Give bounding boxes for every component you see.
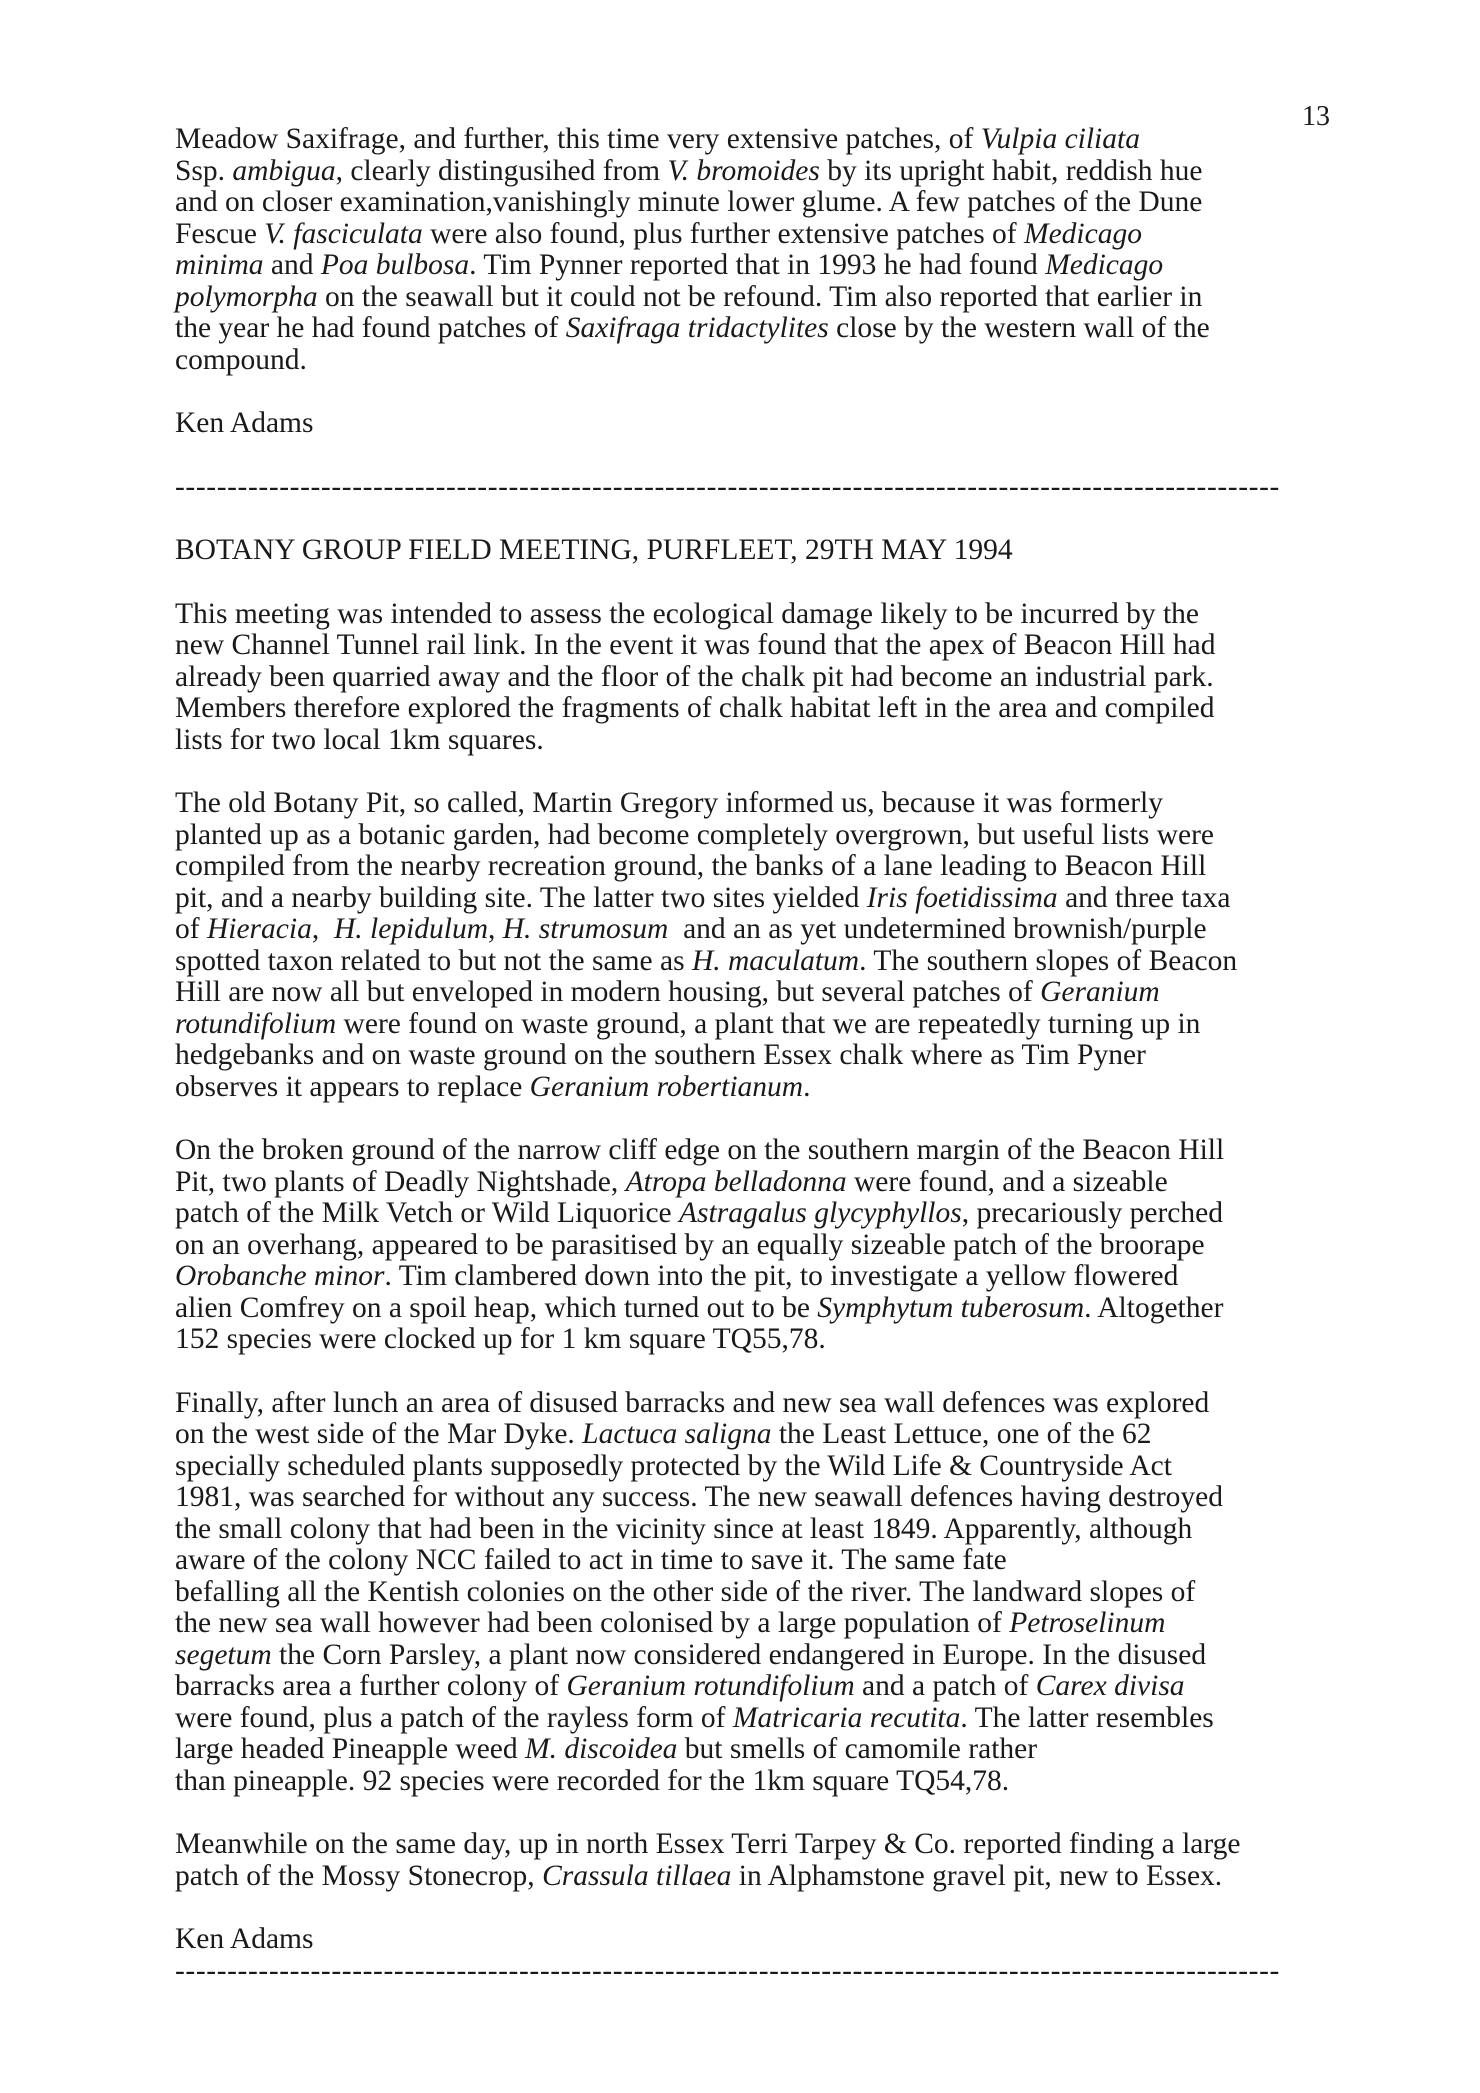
section-divider: ---------------------------------------------------------------------------------------------------------- <box>175 1955 1280 1987</box>
text-line: lists for two local 1km squares. <box>175 723 544 756</box>
text-run: and <box>263 249 321 281</box>
text-run: the Corn Parsley, a plant now considered endangered in Europe. In the disused <box>271 1638 1207 1671</box>
species-name: Geranium <box>1040 976 1160 1008</box>
text-line: compound. <box>175 343 307 376</box>
text-line: 152 species were clocked up for 1 km square TQ55,78. <box>175 1323 826 1355</box>
text-run: and three taxa <box>1057 881 1231 914</box>
section-divider: ---------------------------------------------------------------------------------------------------------- <box>175 471 1280 503</box>
text-run: the year he had found patches of <box>175 312 566 344</box>
text-run: , precariously perched <box>961 1197 1223 1229</box>
text-run: in Alphamstone gravel pit, new to Essex. <box>731 1859 1223 1892</box>
species-name: Geranium robertianum <box>529 1070 804 1103</box>
species-name: Astragalus glycyphyllos <box>679 1197 962 1229</box>
paragraph-gap <box>175 567 1345 599</box>
species-name: Medicago <box>1024 217 1142 250</box>
text-line <box>175 1608 1345 1640</box>
text-run: on the west side of the Mar Dyke. <box>175 1418 583 1450</box>
text-line: than pineapple. 92 species were recorded for the 1km square TQ54,78. <box>175 1764 1010 1797</box>
text-run: barracks area a further colony of <box>175 1670 567 1702</box>
text-line <box>175 946 1345 978</box>
text-line <box>175 1703 1345 1735</box>
text-line: the small colony that had been in the vicinity since at least 1849. Apparently, although <box>175 1512 1193 1545</box>
species-name: Geranium rotundifolium <box>566 1670 855 1702</box>
text-run: pit, and a nearby building site. The latter two sites yielded <box>175 881 867 914</box>
text-run: on the seawall but it could not be refound. Tim also reported that earlier in <box>317 280 1203 313</box>
section-heading: BOTANY GROUP FIELD MEETING, PURFLEET, 29TH MAY 1994 <box>175 534 1013 566</box>
paragraph <box>175 1135 1345 1356</box>
paragraph <box>175 788 1345 1103</box>
text-run: Hill are now all but enveloped in modern housing, but several patches of <box>175 976 1041 1008</box>
text-line: On the broken ground of the narrow cliff edge on the southern margin of the Beacon Hill <box>175 1134 1225 1166</box>
text-line: Members therefore explored the fragments of chalk habitat left in the area and compiled <box>175 692 1215 724</box>
text-run: by its upright habit, reddish hue <box>819 154 1203 187</box>
text-line <box>175 1198 1345 1230</box>
text-line <box>175 1167 1345 1199</box>
species-name: H. lepidulum <box>333 913 488 945</box>
text-run: and an as yet undetermined brownish/purple <box>668 913 1207 945</box>
text-line: aware of the colony NCC failed to act in time to save it. The same fate <box>175 1544 1007 1576</box>
paragraph-gap <box>175 1103 1345 1135</box>
author-signature: Ken Adams <box>175 407 314 439</box>
paragraph <box>175 1388 1345 1798</box>
text-run: . Tim clambered down into the pit, to investigate a yellow flowered <box>384 1260 1179 1292</box>
intro-paragraph <box>175 124 1345 376</box>
text-run: the Least Lettuce, one of the 62 <box>771 1418 1152 1450</box>
text-run: , <box>488 913 503 945</box>
text-run: but smells of camomile rather <box>677 1733 1038 1765</box>
text-line <box>175 1640 1345 1672</box>
text-run: patch of the Milk Vetch or Wild Liquorice <box>175 1197 680 1229</box>
text-run: , <box>311 913 334 945</box>
species-name: Crassula tillaea <box>542 1859 732 1892</box>
text-run: close by the western wall of the <box>828 312 1210 344</box>
text-line: new Channel Tunnel rail link. In the event it was found that the apex of Beacon Hill had <box>175 629 1216 661</box>
text-line <box>175 219 1345 251</box>
text-line <box>175 1671 1345 1703</box>
text-line <box>175 883 1345 915</box>
species-name: Petroselinum <box>1009 1607 1166 1639</box>
text-run: . Altogether <box>1084 1291 1224 1324</box>
text-line <box>175 250 1345 282</box>
text-line <box>175 1734 1345 1766</box>
text-line: specially scheduled plants supposedly protected by the Wild Life & Countryside Act <box>175 1449 1172 1482</box>
species-name: Atropa belladonna <box>625 1165 847 1198</box>
text-line: befalling all the Kentish colonies on the other side of the river. The landward slopes of <box>175 1575 1196 1608</box>
text-line <box>175 914 1345 946</box>
text-run: Ssp. <box>175 154 233 187</box>
species-name: rotundifolium <box>175 1007 337 1040</box>
text-run: . <box>803 1070 811 1103</box>
species-name: H. maculatum <box>691 944 860 977</box>
paragraph <box>175 599 1345 757</box>
species-name: Vulpia ciliata <box>980 123 1140 155</box>
text-run: Pit, two plants of Deadly Nightshade, <box>175 1165 626 1198</box>
text-line <box>175 1861 1345 1893</box>
species-name: Poa bulbosa <box>320 249 470 281</box>
text-run: . Tim Pynner reported that in 1993 he had found <box>469 249 1046 281</box>
species-name: Symphytum tuberosum <box>817 1291 1085 1324</box>
page-number: 13 <box>1302 101 1330 132</box>
text-line: The old Botany Pit, so called, Martin Gregory informed us, because it was formerly <box>175 787 1164 819</box>
species-name: segetum <box>175 1638 272 1671</box>
text-line <box>175 977 1345 1009</box>
species-name: Orobanche minor <box>175 1260 385 1292</box>
paragraph-gap <box>175 376 1345 408</box>
text-line <box>175 1009 1345 1041</box>
paragraph-gap <box>175 1892 1345 1924</box>
paragraph-gap <box>175 503 1345 535</box>
text-line <box>175 282 1345 314</box>
text-line <box>175 1072 1345 1104</box>
species-name: Matricaria recutita <box>732 1701 961 1734</box>
text-run: alien Comfrey on a spoil heap, which turned out to be <box>175 1291 818 1324</box>
text-line: planted up as a botanic garden, had become completely overgrown, but useful lists were <box>175 818 1215 851</box>
text-line: already been quarried away and the floor of the chalk pit had become an industrial park. <box>175 660 1214 693</box>
text-line: compiled from the nearby recreation ground, the banks of a lane leading to Beacon Hill <box>175 850 1207 882</box>
text-line <box>175 1261 1345 1293</box>
text-run: were found, plus a patch of the rayless form of <box>175 1701 733 1734</box>
text-line: hedgebanks and on waste ground on the southern Essex chalk where as Tim Pyner <box>175 1039 1146 1071</box>
author-signature: Ken Adams <box>175 1923 314 1955</box>
text-line <box>175 156 1345 188</box>
species-name: Lactuca saligna <box>582 1418 772 1450</box>
paragraph-gap <box>175 440 1345 472</box>
page-content <box>175 124 1345 1987</box>
text-line: Finally, after lunch an area of disused barracks and new sea wall defences was explored <box>175 1386 1210 1419</box>
species-name: Hieracia <box>206 913 312 945</box>
text-line <box>175 313 1345 345</box>
text-run: and a patch of <box>854 1670 1036 1702</box>
paragraph-gap <box>175 1797 1345 1829</box>
text-run: large headed Pineapple weed <box>175 1733 526 1765</box>
paragraph <box>175 1829 1345 1892</box>
text-run: were also found, plus further extensive patches of <box>422 217 1024 250</box>
species-name: minima <box>175 249 264 281</box>
text-run: . The latter resembles <box>960 1701 1214 1734</box>
species-name: polymorpha <box>175 280 318 313</box>
text-run: . The southern slopes of Beacon <box>859 944 1238 977</box>
text-line: 1981, was searched for without any success. The new seawall defences having destroyed <box>175 1481 1223 1513</box>
text-line: Meanwhile on the same day, up in north Essex Terri Tarpey & Co. reported finding a large <box>175 1828 1241 1860</box>
text-run: were found, and a sizeable <box>846 1165 1168 1198</box>
text-run: spotted taxon related to but not the same as <box>175 944 692 977</box>
text-line <box>175 1293 1345 1325</box>
paragraph-gap <box>175 1356 1345 1388</box>
text-run: patch of the Mossy Stonecrop, <box>175 1859 543 1892</box>
species-name: ambigua <box>232 154 336 187</box>
text-run: Fescue <box>175 217 265 250</box>
species-name: V. bromoides <box>667 154 820 187</box>
species-name: Medicago <box>1045 249 1164 281</box>
text-run: observes it appears to replace <box>175 1070 530 1103</box>
text-line <box>175 124 1345 156</box>
species-name: Saxifraga tridactylites <box>565 312 829 344</box>
species-name: M. discoidea <box>525 1733 678 1765</box>
text-run: , clearly distingusihed from <box>335 154 668 187</box>
text-run: Meadow Saxifrage, and further, this time very extensive patches, of <box>175 123 981 155</box>
text-line: and on closer examination,vanishingly minute lower glume. A few patches of the Dune <box>175 186 1203 218</box>
text-run: of <box>175 913 207 945</box>
text-line <box>175 1419 1345 1451</box>
species-name: Iris foetidissima <box>866 881 1058 914</box>
text-line: on an overhang, appeared to be parasitised by an equally sizeable patch of the broorape <box>175 1228 1205 1261</box>
species-name: Carex divisa <box>1035 1670 1185 1702</box>
species-name: V. fasciculata <box>264 217 423 250</box>
text-run: the new sea wall however had been colonised by a large population of <box>175 1607 1010 1639</box>
species-name: H. strumosum <box>502 913 669 945</box>
text-run: were found on waste ground, a plant that we are repeatedly turning up in <box>336 1007 1201 1040</box>
text-line: This meeting was intended to assess the ecological damage likely to be incurred by the <box>175 597 1200 630</box>
paragraph-gap <box>175 756 1345 788</box>
